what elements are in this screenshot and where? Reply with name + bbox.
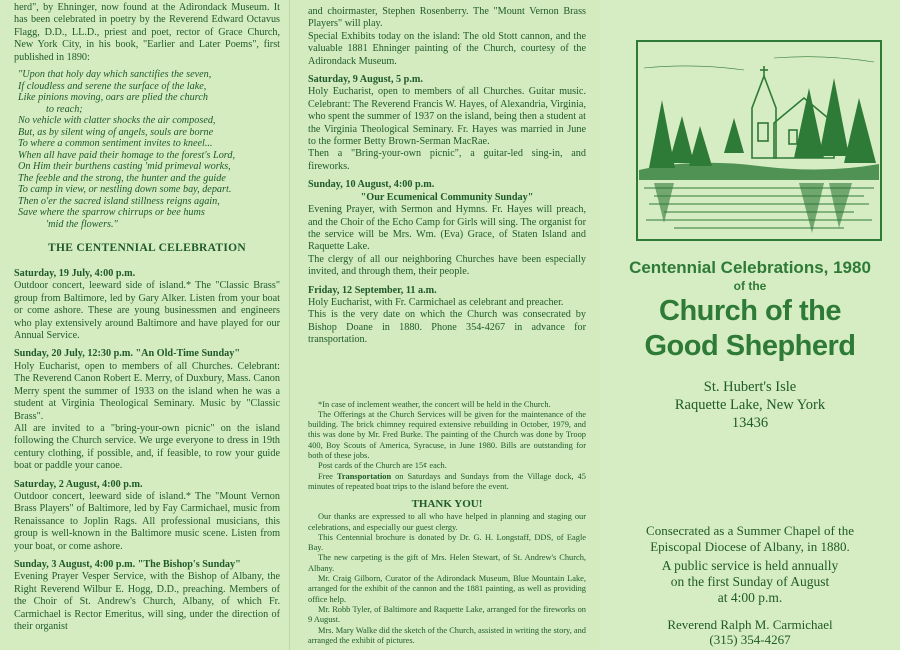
poem-line: to reach;: [46, 103, 83, 115]
notes-block: [308, 400, 586, 472]
event-paragraph: This is the very date on which the Church was consecrated by Bishop Doane in 1880. Phone 354-4267 in advance for transportation.: [308, 309, 586, 346]
event-paragraph: Outdoor concert, leeward side of island.* The "Classic Brass" group from Baltimore, led by Gary Alker. Listen from your boat or come ashore. These are young businessmen and engineers who play extensively around Baltimore and have played for our Annual Service.: [14, 280, 280, 342]
poem-line: Like pinions moving, oars are plied the church: [18, 92, 208, 104]
event-heading: Sunday, 3 August, 4:00 p.m. "The Bishop's Sunday": [14, 558, 241, 570]
event-paragraph: The clergy of all our neighboring Churches have been especially invited, and through them, their people.: [308, 253, 586, 278]
service-line: at 4:00 p.m.: [717, 590, 783, 605]
special-exhibits: Special Exhibits today on the island: The old Stott cannon, and the valuable 1881 Ehninger painting of the Church, courtesy of the Adirondack Museum.: [308, 30, 586, 67]
event-heading: Sunday, 10 August, 4:00 p.m.: [308, 179, 435, 191]
event-list: [308, 74, 586, 347]
panel-middle: [290, 0, 600, 650]
poem-line: On Him their burthens casting 'mid primeval works,: [18, 161, 231, 173]
event-paragraph: Holy Eucharist, with Fr. Carmichael as celebrant and preacher.: [308, 296, 564, 308]
poem-line: 'mid the flowers.": [46, 218, 118, 230]
panel-left: [0, 0, 290, 650]
cover-title-line1: Church of the: [659, 295, 841, 327]
event-paragraph: Evening Prayer, with Sermon and Hymns. Fr. Hayes will preach, and the Choir of the Echo Camp for Girls will sing. The organist for the service will be Mrs. Wm. (Eva) Grace, of Staten Island and Raquette Lake.: [308, 204, 586, 253]
note-paragraph: Post cards of the Church are 15¢ each.: [318, 461, 447, 471]
thanks-paragraph: Mrs. Mary Walke did the sketch of the Church, assisted in writing the story, and arranged the exhibit of pictures.: [308, 625, 586, 645]
event-paragraph: Holy Eucharist, open to members of all Churches. Celebrant: The Reverend Canon Robert E. Merry, of Duxbury, Mass. Canon Merry spent the summer of 1933 on the island when he was a student at Virginia Theological Seminary. Music by "Classic Brass".: [14, 360, 280, 422]
continued-paragraph: and choirmaster, Stephen Rosenberry. The "Mount Vernon Brass Players" will play.: [308, 6, 586, 30]
event-heading: Saturday, 19 July, 4:00 p.m.: [14, 268, 136, 280]
event-heading: Friday, 12 September, 11 a.m.: [308, 284, 437, 296]
poem-line: To camp in view, or nestling down some bay, depart.: [18, 184, 232, 196]
thanks-paragraph: This Centennial brochure is donated by Dr. G. H. Longstaff, DDS, of Eagle Bay.: [308, 532, 586, 553]
thanks-paragraph: Our thanks are expressed to all who have helped in planning and staging our celebrations, and especially our guest clergy.: [308, 512, 586, 532]
contact-block: [600, 617, 900, 647]
poem-line: Save where the sparrow chirrups or bee hums: [18, 207, 205, 219]
centennial-heading: THE CENTENNIAL CELEBRATION: [47, 242, 247, 255]
poem-line: When all have paid their homage to the forest's Lord,: [18, 149, 236, 161]
consecrated-line: Episcopal Diocese of Albany, in 1880.: [650, 539, 850, 554]
poem-line: The feeble and the strong, the hunter and the guide: [18, 172, 226, 184]
poem-line: If cloudless and serene the surface of the lake,: [18, 80, 207, 92]
consecrated-block: [600, 523, 900, 555]
church-sketch: [634, 38, 884, 243]
cover-of: of the: [733, 279, 767, 293]
poem-line: But, as by silent wing of angels, souls are borne: [18, 126, 214, 138]
note-paragraph: The Offerings at the Church Services will be given for the maintenance of the building. The brick chimney required extensive rebuilding in October, 1979, and this was done by Mr. Fred Burke. The painting of the Church was done by Troop 400, Boy Scouts of America, Syracuse, in June 1980. Bills are outstanding for both of these jobs.: [308, 409, 586, 461]
poem-line: Then o'er the sacred island stillness reigns again,: [18, 195, 220, 207]
poem-line: No vehicle with clatter shocks the air composed,: [18, 115, 216, 127]
service-line: A public service is held annually: [661, 558, 839, 573]
event-paragraph: Then a "Bring-your-own picnic", a guitar-led sing-in, and fireworks.: [308, 148, 586, 172]
cover-subtitle: Centennial Celebrations, 1980: [629, 258, 871, 277]
event-paragraph: All are invited to a "bring-your-own picnic" on the island following the Church service. We urge everyone to dress in 19th century clothing, if possible, and, if feasible, to row your guide boat or paddle your canoe.: [14, 422, 280, 472]
contact-phone: (315) 354-4267: [709, 632, 791, 647]
address-block: [600, 378, 900, 432]
intro-paragraph: herd", by Ehninger, now found at the Adirondack Museum. It has been celebrated in poetry by the Reverend Edward Octavus Flagg, D.D., LL.D., priest and poet, rector of Grace Church, New York City, in his book, "Earlier and Later Poems", first published in 1890:: [14, 2, 280, 63]
event-paragraph: Outdoor concert, leeward side of island.* The "Mount Vernon Brass Players" of Baltimore, led by Fay Carmichael, music from Renaissance to Joplin Rags. All professional musicians, this group is well-known in the Baltimore music scene. Listen from your boat, or come ashore.: [14, 490, 280, 552]
event-subheading: "Our Ecumenical Community Sunday": [360, 191, 534, 203]
event-heading: Saturday, 2 August, 4:00 p.m.: [14, 478, 143, 490]
contact-name: Reverend Ralph M. Carmichael: [667, 617, 833, 632]
thanks-paragraph: The new carpeting is the gift of Mrs. Helen Stewart, of St. Andrew's Church, Albany.: [308, 553, 586, 573]
transportation-note: Free Transportation on Saturdays and Sundays from the Village dock, 45 minutes of repeated boat trips to the island before the event.: [308, 471, 586, 491]
poem: [18, 69, 280, 230]
poem-line: "Upon that holy day which sanctifies the seven,: [18, 69, 212, 81]
event-list: [14, 268, 280, 633]
address-line: Raquette Lake, New York: [674, 397, 826, 413]
service-line: on the first Sunday of August: [670, 574, 830, 589]
consecrated-line: Consecrated as a Summer Chapel of the: [646, 523, 854, 538]
thanks-paragraph: Mr. Robb Tyler, of Baltimore and Raquette Lake, arranged for the fireworks on 9 August.: [308, 604, 586, 625]
note-paragraph: *In case of inclement weather, the concert will be held in the Church.: [318, 399, 551, 409]
service-block: [600, 558, 900, 606]
panel-cover: [600, 0, 900, 650]
thanks-block: [308, 512, 586, 646]
event-paragraph: Evening Prayer Vesper Service, with the Bishop of Albany, the Right Reverend Wilbur E. Hogg, D.D., preaching. Members of the Choir of St. Andrew's Church, Albany, of which Fr. Carmichael is Rector Emeritus, will sing, under the direction of their organist: [14, 571, 280, 632]
address-line: St. Hubert's Isle: [703, 379, 797, 395]
thanks-heading: THANK YOU!: [411, 498, 483, 511]
poem-line: To where a common sentiment invites to kneel...: [18, 138, 213, 150]
cover-title-line2: Good Shepherd: [644, 330, 856, 362]
event-paragraph: Holy Eucharist, open to members of all Churches. Guitar music. Celebrant: The Reverend Francis W. Hayes, of Alexandria, Virginia, who spent the summer of 1937 on the island, being then a student at the Virginia Theological Seminary. Fr. Hayes was married in June to the former Betty Brown-Serman MacRae.: [308, 86, 586, 148]
thanks-paragraph: Mr. Craig Gilborn, Curator of the Adirondack Museum, Blue Mountain Lake, arranged for the exhibit of the cannon and the 1881 painting, as well as providing office help.: [308, 574, 586, 604]
address-line: 13436: [731, 415, 769, 431]
event-heading: Saturday, 9 August, 5 p.m.: [308, 74, 423, 86]
event-heading: Sunday, 20 July, 12:30 p.m. "An Old-Time Sunday": [14, 348, 240, 360]
